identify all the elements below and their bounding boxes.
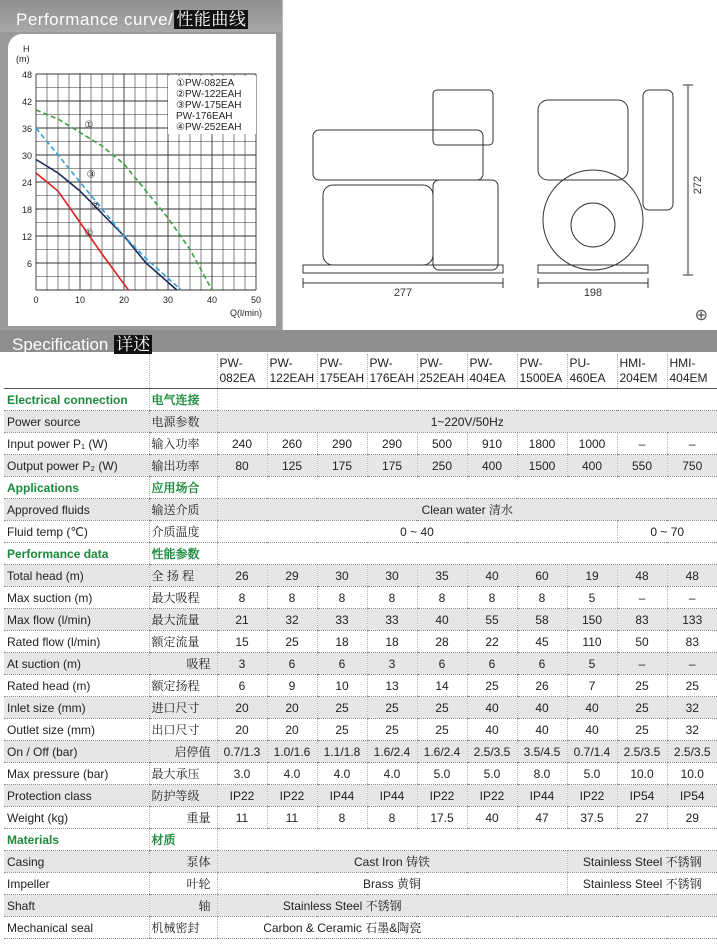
y-tick-label: 42 <box>21 97 32 107</box>
spec-value: 5 <box>567 587 617 609</box>
spec-label-cn: 额定扬程 <box>149 675 217 697</box>
spec-row <box>4 675 717 697</box>
spec-value: 32 <box>667 719 717 741</box>
y-tick-label: 24 <box>21 178 32 188</box>
x-tick-label: 10 <box>74 295 86 305</box>
performance-panel <box>0 0 282 330</box>
spec-label-en: Output power P₂ (W) <box>4 455 149 477</box>
spec-value: 9 <box>267 675 317 697</box>
y-tick-label: 36 <box>21 124 32 134</box>
spec-value: IP22 <box>267 785 317 807</box>
section-row <box>4 389 717 411</box>
blank-cell <box>149 354 217 389</box>
spec-value: 8 <box>317 587 367 609</box>
model-name: HMI- 404EM <box>667 354 717 389</box>
spec-value: 33 <box>317 609 367 631</box>
spec-row <box>4 895 717 917</box>
spec-row <box>4 763 717 785</box>
spec-label-cn: 额定流量 <box>149 631 217 653</box>
pump-drawing-svg <box>283 0 717 330</box>
pump-body-outline <box>433 180 498 270</box>
spec-label-cn: 最大承压 <box>149 763 217 785</box>
specification-table <box>4 354 717 939</box>
spec-row <box>4 917 717 939</box>
spec-row <box>4 697 717 719</box>
spec-value: 1000 <box>567 433 617 455</box>
y-tick-label: 6 <box>26 259 32 269</box>
spec-value: 550 <box>617 455 667 477</box>
spec-value-span: Stainless Steel 不锈钢 <box>567 873 717 895</box>
legend-entry: ②PW-122EAH <box>176 89 242 100</box>
spec-label-en: Fluid temp (℃) <box>4 521 149 543</box>
spec-label-en: Max suction (m) <box>4 587 149 609</box>
spec-value: 14 <box>417 675 467 697</box>
spec-value: 8 <box>467 587 517 609</box>
spec-label-cn: 防护等级 <box>149 785 217 807</box>
spec-value: 2.5/3.5 <box>467 741 517 763</box>
spec-value: 25 <box>667 675 717 697</box>
spec-row <box>4 411 717 433</box>
spec-label-en: Shaft <box>4 895 149 917</box>
spec-label-cn: 介质温度 <box>149 521 217 543</box>
spec-value: 25 <box>317 697 367 719</box>
section-spacer <box>217 829 717 851</box>
spec-value: 3.5/4.5 <box>517 741 567 763</box>
model-header-row <box>4 354 717 389</box>
spec-value: 25 <box>317 719 367 741</box>
spec-row <box>4 499 717 521</box>
curve-annotation: ② <box>91 201 100 212</box>
spec-value: 125 <box>267 455 317 477</box>
spec-value: 750 <box>667 455 717 477</box>
spec-value: 0.7/1.4 <box>567 741 617 763</box>
spec-value: 40 <box>517 697 567 719</box>
spec-value: 5.0 <box>567 763 617 785</box>
spec-value: 25 <box>417 697 467 719</box>
spec-value-span: 0 ~ 70 <box>617 521 717 543</box>
spec-value: 8 <box>217 587 267 609</box>
spec-value: 3.0 <box>217 763 267 785</box>
spec-value: IP22 <box>567 785 617 807</box>
curve-annotation: ① <box>84 120 94 131</box>
spec-value: 110 <box>567 631 617 653</box>
spec-value: – <box>617 653 667 675</box>
spec-label-cn: 轴 <box>149 895 217 917</box>
x-axis-label: Q(l/min) <box>230 308 262 318</box>
spec-value: 17.5 <box>417 807 467 829</box>
spec-value: 27 <box>617 807 667 829</box>
spec-label-en: Inlet size (mm) <box>4 697 149 719</box>
spec-value: 30 <box>317 565 367 587</box>
model-name: PW- 252EAH <box>417 354 467 389</box>
spec-label-cn: 叶轮 <box>149 873 217 895</box>
spec-value: 3 <box>367 653 417 675</box>
spec-value: 47 <box>517 807 567 829</box>
spec-value: 6 <box>267 653 317 675</box>
spec-label-en: Mechanical seal <box>4 917 149 939</box>
spec-value: 4.0 <box>267 763 317 785</box>
y-tick-label: 18 <box>21 205 32 215</box>
spec-label-en: Max pressure (bar) <box>4 763 149 785</box>
spec-value: 40 <box>567 719 617 741</box>
spec-value: 40 <box>517 719 567 741</box>
spec-value: 40 <box>467 697 517 719</box>
spec-value: 37.5 <box>567 807 617 829</box>
section-title-en: Electrical connection <box>4 389 149 411</box>
spec-value: 500 <box>417 433 467 455</box>
spec-value: 25 <box>617 719 667 741</box>
spec-label-en: Approved fluids <box>4 499 149 521</box>
spec-value-span: Carbon & Ceramic 石墨&陶瓷 <box>217 917 467 939</box>
spec-value: 21 <box>217 609 267 631</box>
spec-value: 40 <box>567 697 617 719</box>
dim-height: 272 <box>692 175 704 195</box>
spec-value: 40 <box>467 719 517 741</box>
spec-value: 5 <box>567 653 617 675</box>
spec-row <box>4 741 717 763</box>
spec-label-en: Power source <box>4 411 149 433</box>
spec-value: IP44 <box>367 785 417 807</box>
spec-value: 19 <box>567 565 617 587</box>
section-title-cn: 应用场合 <box>149 477 217 499</box>
spec-value: 83 <box>617 609 667 631</box>
legend-entry: ④PW-252EAH <box>176 122 242 133</box>
spec-row <box>4 719 717 741</box>
spec-label-en: Rated flow (l/min) <box>4 631 149 653</box>
spec-row <box>4 851 717 873</box>
spec-value: 240 <box>217 433 267 455</box>
spec-value-span: Stainless Steel 不锈钢 <box>567 851 717 873</box>
spec-value: 25 <box>417 719 467 741</box>
spec-value: 0.7/1.3 <box>217 741 267 763</box>
x-tick-label: 20 <box>118 295 130 305</box>
spec-value: 10.0 <box>667 763 717 785</box>
series-line-1 <box>36 173 128 290</box>
spec-value: 25 <box>367 719 417 741</box>
spec-value: 60 <box>517 565 567 587</box>
section-title-en: Applications <box>4 477 149 499</box>
spec-value: 83 <box>667 631 717 653</box>
spec-label-cn: 吸程 <box>149 653 217 675</box>
spec-value: 8.0 <box>517 763 567 785</box>
spec-row <box>4 807 717 829</box>
spec-value: 26 <box>517 675 567 697</box>
pump-drawings <box>282 0 717 330</box>
spec-value: 250 <box>417 455 467 477</box>
spec-value: 175 <box>317 455 367 477</box>
section-spacer <box>217 543 717 565</box>
spec-value: 5.0 <box>417 763 467 785</box>
spec-value: IP54 <box>667 785 717 807</box>
spec-value: 8 <box>517 587 567 609</box>
spec-value: 400 <box>467 455 517 477</box>
spec-value: 1500 <box>517 455 567 477</box>
spec-value: 290 <box>317 433 367 455</box>
spec-value: 25 <box>267 631 317 653</box>
y-tick-label: 12 <box>21 232 32 242</box>
spec-label-cn: 启停值 <box>149 741 217 763</box>
spec-row <box>4 565 717 587</box>
spec-value: 10 <box>317 675 367 697</box>
spec-label-en: Outlet size (mm) <box>4 719 149 741</box>
spec-value: 1800 <box>517 433 567 455</box>
spec-value: 48 <box>617 565 667 587</box>
spec-value: 48 <box>667 565 717 587</box>
section-title-cn: 材质 <box>149 829 217 851</box>
spec-value-span <box>467 895 717 917</box>
spec-label-en: Protection class <box>4 785 149 807</box>
spec-label-cn: 全 扬 程 <box>149 565 217 587</box>
zoom-icon[interactable]: ⊕ <box>694 307 708 324</box>
motor-outline <box>323 185 433 265</box>
spec-label-cn: 最大吸程 <box>149 587 217 609</box>
legend-entry: ①PW-082EA <box>176 78 235 89</box>
spec-value: 290 <box>367 433 417 455</box>
performance-chart <box>8 34 276 326</box>
spec-value: 8 <box>417 587 467 609</box>
legend-entry: ③PW-175EAH <box>176 100 242 111</box>
spec-label-cn: 机械密封 <box>149 917 217 939</box>
spec-row <box>4 521 717 543</box>
pump-front-outline <box>543 170 643 270</box>
spec-value: 32 <box>667 697 717 719</box>
spec-row <box>4 433 717 455</box>
spec-label-en: Max flow (l/min) <box>4 609 149 631</box>
spec-value: 175 <box>367 455 417 477</box>
spec-value: IP22 <box>417 785 467 807</box>
x-tick-label: 30 <box>162 295 174 305</box>
spec-value: 18 <box>317 631 367 653</box>
spec-value-span: Stainless Steel 不锈钢 <box>217 895 467 917</box>
spec-label-en: Total head (m) <box>4 565 149 587</box>
spec-value: 6 <box>517 653 567 675</box>
spec-value: 20 <box>267 697 317 719</box>
spec-label-en: Rated head (m) <box>4 675 149 697</box>
model-name: PW- 175EAH <box>317 354 367 389</box>
spec-value: 910 <box>467 433 517 455</box>
spec-row <box>4 631 717 653</box>
performance-title: Performance curve/ 性能曲线 <box>16 10 247 29</box>
spec-label-en: Input power P₁ (W) <box>4 433 149 455</box>
section-title-cn: 电气连接 <box>149 389 217 411</box>
spec-value: 20 <box>267 719 317 741</box>
spec-value: 50 <box>617 631 667 653</box>
y-tick-label: 30 <box>21 151 32 161</box>
y-tick-label: 48 <box>21 70 32 80</box>
pressure-switch-outline <box>433 90 493 145</box>
specification-title: Specification 详述 <box>12 335 151 354</box>
spec-value: 30 <box>367 565 417 587</box>
spec-label-en: Casing <box>4 851 149 873</box>
spec-label-en: Impeller <box>4 873 149 895</box>
spec-value: 1.6/2.4 <box>417 741 467 763</box>
spec-row <box>4 785 717 807</box>
legend-entry: PW-176EAH <box>176 111 233 122</box>
base-outline <box>303 265 503 273</box>
spec-value: 260 <box>267 433 317 455</box>
spec-value: 80 <box>217 455 267 477</box>
spec-label-cn: 输出功率 <box>149 455 217 477</box>
spec-value: 40 <box>467 807 517 829</box>
spec-value: IP44 <box>317 785 367 807</box>
spec-row <box>4 587 717 609</box>
spec-value: 400 <box>567 455 617 477</box>
spec-value: 58 <box>517 609 567 631</box>
spec-value: 25 <box>617 675 667 697</box>
spec-value-span: Cast Iron 铸铁 <box>217 851 567 873</box>
spec-label-cn: 最大流量 <box>149 609 217 631</box>
dim-width: 277 <box>393 287 413 299</box>
spec-row <box>4 873 717 895</box>
spec-value: 2.5/3.5 <box>617 741 667 763</box>
spec-label-cn: 出口尺寸 <box>149 719 217 741</box>
spec-value: 25 <box>617 697 667 719</box>
spec-label-cn: 进口尺寸 <box>149 697 217 719</box>
spec-value: 25 <box>367 697 417 719</box>
section-spacer <box>217 477 717 499</box>
spec-value: 133 <box>667 609 717 631</box>
spec-value: 8 <box>367 807 417 829</box>
spec-value: 8 <box>317 807 367 829</box>
spec-value: – <box>667 653 717 675</box>
spec-label-cn: 泵体 <box>149 851 217 873</box>
spec-row <box>4 653 717 675</box>
spec-value: – <box>667 433 717 455</box>
spec-label-en: On / Off (bar) <box>4 741 149 763</box>
pressure-tank-outline <box>313 130 483 180</box>
spec-value: 29 <box>667 807 717 829</box>
model-name: PW- 122EAH <box>267 354 317 389</box>
section-row <box>4 829 717 851</box>
performance-chart-card <box>8 34 276 326</box>
spec-value: 28 <box>417 631 467 653</box>
spec-label-cn: 重量 <box>149 807 217 829</box>
x-tick-label: 0 <box>33 295 39 305</box>
spec-value: 7 <box>567 675 617 697</box>
spec-value: – <box>617 433 667 455</box>
spec-value: 15 <box>217 631 267 653</box>
spec-value: 6 <box>467 653 517 675</box>
spec-value: 6 <box>217 675 267 697</box>
spec-value-span: 0 ~ 40 <box>217 521 617 543</box>
section-title-en: Materials <box>4 829 149 851</box>
blank-cell <box>4 354 149 389</box>
spec-value: 2.5/3.5 <box>667 741 717 763</box>
spec-value: 32 <box>267 609 317 631</box>
spec-row <box>4 609 717 631</box>
curve-annotation: ① <box>84 228 94 239</box>
spec-value: IP54 <box>617 785 667 807</box>
spec-value: IP44 <box>517 785 567 807</box>
spec-value: 40 <box>417 609 467 631</box>
spec-label-en: Weight (kg) <box>4 807 149 829</box>
spec-row <box>4 455 717 477</box>
spec-label-cn: 输入功率 <box>149 433 217 455</box>
spec-value: 40 <box>467 565 517 587</box>
spec-value: 20 <box>217 719 267 741</box>
spec-value: 150 <box>567 609 617 631</box>
spec-value: 4.0 <box>317 763 367 785</box>
spec-value-span: Clean water 清水 <box>217 499 717 521</box>
section-row <box>4 543 717 565</box>
curve-annotation: ③ <box>86 169 96 181</box>
spec-value: 20 <box>217 697 267 719</box>
spec-value: 55 <box>467 609 517 631</box>
section-title-en: Performance data <box>4 543 149 565</box>
specification-header <box>0 330 717 352</box>
spec-value: IP22 <box>217 785 267 807</box>
y-axis-label: H (m) <box>16 44 30 64</box>
spec-value: 18 <box>367 631 417 653</box>
spec-value: 22 <box>467 631 517 653</box>
model-name: HMI- 204EM <box>617 354 667 389</box>
spec-value: 11 <box>217 807 267 829</box>
spec-value: 8 <box>267 587 317 609</box>
spec-value: 11 <box>267 807 317 829</box>
spec-value: 29 <box>267 565 317 587</box>
spec-value: 8 <box>367 587 417 609</box>
spec-value: 3 <box>217 653 267 675</box>
series-line-2 <box>36 160 177 291</box>
model-name: PW- 1500EA <box>517 354 567 389</box>
model-name: PU- 460EA <box>567 354 617 389</box>
x-tick-label: 40 <box>206 295 218 305</box>
spec-value: IP22 <box>467 785 517 807</box>
model-name: PW- 082EA <box>217 354 267 389</box>
spec-value: – <box>617 587 667 609</box>
dim-width2: 198 <box>583 287 603 299</box>
spec-value: – <box>667 587 717 609</box>
spec-label-en: At suction (m) <box>4 653 149 675</box>
spec-value: 6 <box>317 653 367 675</box>
model-name: PW- 176EAH <box>367 354 417 389</box>
spec-value-span: Brass 黄铜 <box>217 873 567 895</box>
spec-value: 10.0 <box>617 763 667 785</box>
spec-value: 13 <box>367 675 417 697</box>
spec-value-span <box>467 917 717 939</box>
section-title-cn: 性能参数 <box>149 543 217 565</box>
spec-label-cn: 电源参数 <box>149 411 217 433</box>
spec-value-span: 1~220V/50Hz <box>217 411 717 433</box>
spec-value: 6 <box>417 653 467 675</box>
x-tick-label: 50 <box>250 295 262 305</box>
spec-value: 26 <box>217 565 267 587</box>
section-spacer <box>217 389 717 411</box>
spec-value: 4.0 <box>367 763 417 785</box>
spec-value: 1.6/2.4 <box>367 741 417 763</box>
model-name: PW- 404EA <box>467 354 517 389</box>
section-row <box>4 477 717 499</box>
spec-value: 1.1/1.8 <box>317 741 367 763</box>
spec-label-cn: 输送介质 <box>149 499 217 521</box>
spec-value: 5.0 <box>467 763 517 785</box>
spec-value: 25 <box>467 675 517 697</box>
spec-value: 1.0/1.6 <box>267 741 317 763</box>
spec-value: 45 <box>517 631 567 653</box>
performance-header <box>0 0 282 32</box>
spec-value: 33 <box>367 609 417 631</box>
spec-value: 35 <box>417 565 467 587</box>
